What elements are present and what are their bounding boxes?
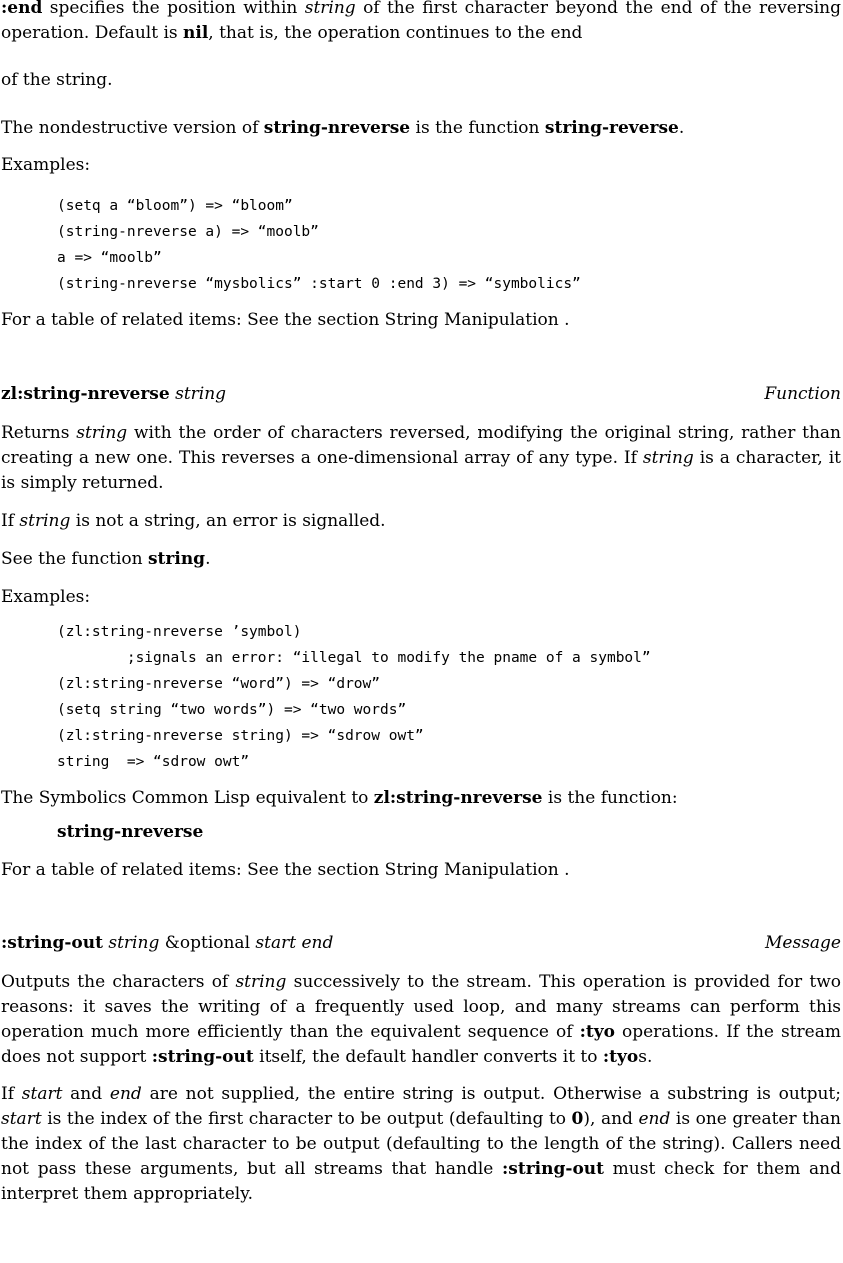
- code-line: (string-nreverse “mysbolics” :start 0 :end 3) => “symbolics”: [57, 276, 581, 292]
- code-example-2: [57, 619, 651, 775]
- zl-equivalent: The Symbolics Common Lisp equivalent to zl:string-nreverse is the function:: [1, 788, 678, 808]
- code-line: (setq a “bloom”) => “bloom”: [57, 198, 293, 214]
- entry-kind: Message: [765, 933, 841, 953]
- end-keyword-paragraph: :end specifies the position within string of the first character beyond the end of the reversing operation. Default is nil, that is, the operation continues to the end: [1, 0, 841, 43]
- zl-error-note: If string is not a string, an error is signalled.: [1, 511, 386, 531]
- entry-header-zl-string-nreverse: zl:string-nreverse string Function: [1, 381, 841, 407]
- string-out-description: Outputs the characters of string successively to the stream. This operation is provided for two reasons: it saves the writing of a frequently used loop, and many streams can perform this operation much more efficiently than the equivalent sequence of :tyo operations. If the stream does not support :string-out itself, the default handler converts it to :tyos.: [1, 972, 842, 1067]
- link-string-manipulation[interactable]: String Manipulation: [384, 860, 559, 880]
- zl-see-also: See the function string.: [1, 549, 211, 569]
- end-keyword-paragraph-tail: of the string.: [1, 70, 113, 90]
- related-items-1: For a table of related items: See the section String Manipulation .: [1, 310, 570, 330]
- string-out-arguments: If start and end are not supplied, the entire string is output. Otherwise a substring is output; start is the index of the first character to be output (defaulting to 0), and end is one greater than the index of the last character to be output (defaulting to the length of the string). Callers need not pass these arguments, but all streams that handle :string-out must check for them and interpret them appropriately.: [1, 1084, 841, 1204]
- zl-equivalent-target: string-nreverse: [57, 822, 204, 842]
- code-line: ;signals an error: “illegal to modify the pname of a symbol”: [57, 650, 651, 666]
- fn-string-nreverse: string-nreverse: [263, 118, 411, 138]
- code-example-1: [57, 193, 581, 297]
- link-string-manipulation[interactable]: String Manipulation: [384, 310, 559, 330]
- entry-name: :string-out: [1, 933, 103, 953]
- nondestructive-paragraph: The nondestructive version of string-nreverse is the function string-reverse.: [1, 118, 685, 138]
- code-line: (zl:string-nreverse string) => “sdrow owt”: [57, 728, 424, 744]
- entry-kind: Function: [764, 384, 841, 404]
- zl-description: Returns string with the order of characters reversed, modifying the original string, rather than creating a new one. This reverses a one-dimensional array of any type. If string is a character, it is simply returned.: [1, 423, 841, 493]
- code-line: (zl:string-nreverse ’symbol): [57, 624, 302, 640]
- code-line: a => “moolb”: [57, 250, 162, 266]
- code-line: (zl:string-nreverse “word”) => “drow”: [57, 676, 381, 692]
- code-line: (setq string “two words”) => “two words”: [57, 702, 407, 718]
- examples-label: Examples:: [1, 155, 91, 175]
- entry-header-string-out: :string-out string &optional start end Message: [1, 930, 841, 956]
- fn-string-reverse: string-reverse: [544, 118, 679, 138]
- related-items-2: For a table of related items: See the section String Manipulation .: [1, 860, 570, 880]
- examples-label: Examples:: [1, 587, 91, 607]
- code-line: (string-nreverse a) => “moolb”: [57, 224, 319, 240]
- entry-name: zl:string-nreverse: [1, 384, 170, 404]
- code-line: string => “sdrow owt”: [57, 754, 250, 770]
